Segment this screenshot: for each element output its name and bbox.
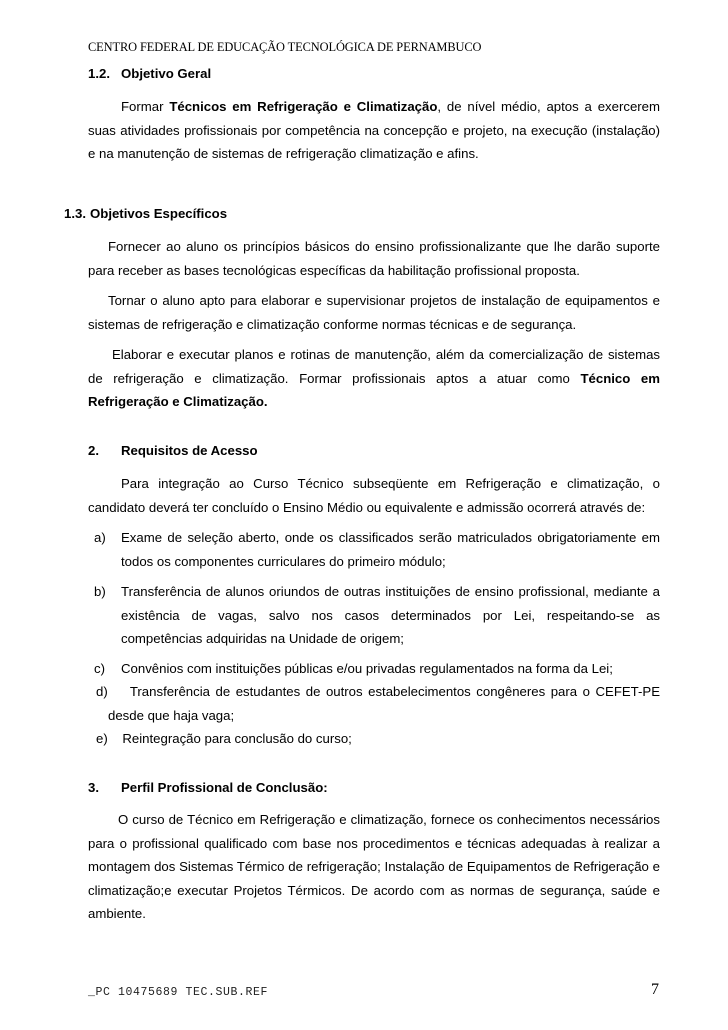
document-header: CENTRO FEDERAL DE EDUCAÇÃO TECNOLÓGICA DE PERNAMBUCO [88, 40, 482, 54]
text-run: Elaborar e executar planos e rotinas de manutenção, além da comercialização de sistemas de refrigeração e climatização. Formar profissionais aptos a atuar como [88, 347, 660, 386]
section-number: 1.3. [64, 206, 86, 221]
bold-text-run: Técnicos em Refrigeração e Climatização [169, 99, 438, 114]
objetivo-geral-paragraph [88, 95, 660, 166]
text-run: , de nível médio, aptos a exercerem suas atividades profissionais por competência na concepção e projeto, na execução (instalação) e na manutenção de sistemas de refrigeração climatização e afins. [88, 99, 660, 162]
section-heading-perfil [88, 780, 328, 795]
section-title: Perfil Profissional de Conclusão: [121, 780, 328, 795]
list-item-text: Reintegração para conclusão do curso; [122, 731, 352, 746]
section-number: 2. [88, 443, 99, 458]
list-item-b [94, 580, 660, 651]
list-item-c [94, 657, 660, 681]
section-number: 3. [88, 780, 99, 795]
section-heading-objetivos-especificos [64, 206, 227, 221]
section-title: Objetivos Específicos [90, 206, 228, 221]
objetivos-especificos-paragraph-2: Tornar o aluno apto para elaborar e supervisionar projetos de instalação de equipamentos e sistemas de refrigeração e climatização conforme normas técnicas e de segurança. [88, 293, 660, 332]
list-item-d [96, 680, 660, 727]
objetivos-especificos-paragraph-1: Fornecer ao aluno os princípios básicos do ensino profissionalizante que lhe darão suporte para receber as bases tecnológicas específicas da habilitação profissional proposta. [88, 239, 660, 278]
section-title: Objetivo Geral [121, 66, 212, 81]
footer-document-code: _PC 10475689 TEC.SUB.REF [88, 986, 269, 999]
list-item-text: Exame de seleção aberto, onde os classificados serão matriculados obrigatoriamente em todos os componentes curriculares do primeiro módulo; [121, 530, 660, 569]
list-marker: c) [94, 661, 105, 676]
list-item-a [94, 526, 660, 573]
list-marker: e) [96, 731, 108, 746]
list-item-text: Transferência de estudantes de outros estabelecimentos congêneres para o CEFET-PE desde que haja vaga; [108, 684, 660, 723]
list-marker: b) [94, 584, 106, 599]
section-number: 1.2. [88, 66, 110, 81]
perfil-paragraph: O curso de Técnico em Refrigeração e climatização, fornece os conhecimentos necessários para o profissional qualificado com base nos procedimentos e técnicas adequadas à realizar a montagem dos Sistemas Térmico de refrigeração; Instalação de Equipamentos de Refrigeração e climatização;e executar Projetos Térmicos. De acordo com as normas de segurança, saúde e ambiente. [88, 812, 660, 922]
page-number: 7 [651, 981, 659, 998]
section-heading-objetivo-geral [88, 66, 211, 81]
requisitos-intro-paragraph: Para integração ao Curso Técnico subseqüente em Refrigeração e climatização, o candidato deverá ter concluído o Ensino Médio ou equivalente e admissão ocorrerá através de: [88, 476, 660, 515]
list-item-text: Convênios com instituições públicas e/ou privadas regulamentados na forma da Lei; [121, 661, 613, 676]
list-marker: a) [94, 530, 106, 545]
objetivos-especificos-paragraph-3 [88, 343, 660, 414]
list-item-text: Transferência de alunos oriundos de outras instituições de ensino profissional, mediante a existência de vagas, salvo nos casos determinados por Lei, respeitando-se as competências adquiridas na Unidade de origem; [121, 584, 660, 647]
bold-text-run: Técnico em Refrigeração e Climatização. [88, 370, 660, 410]
section-heading-requisitos [88, 443, 258, 458]
text-run: Formar [121, 99, 170, 114]
list-marker: d) [96, 684, 108, 699]
section-title: Requisitos de Acesso [121, 443, 258, 458]
list-item-e [96, 727, 660, 751]
